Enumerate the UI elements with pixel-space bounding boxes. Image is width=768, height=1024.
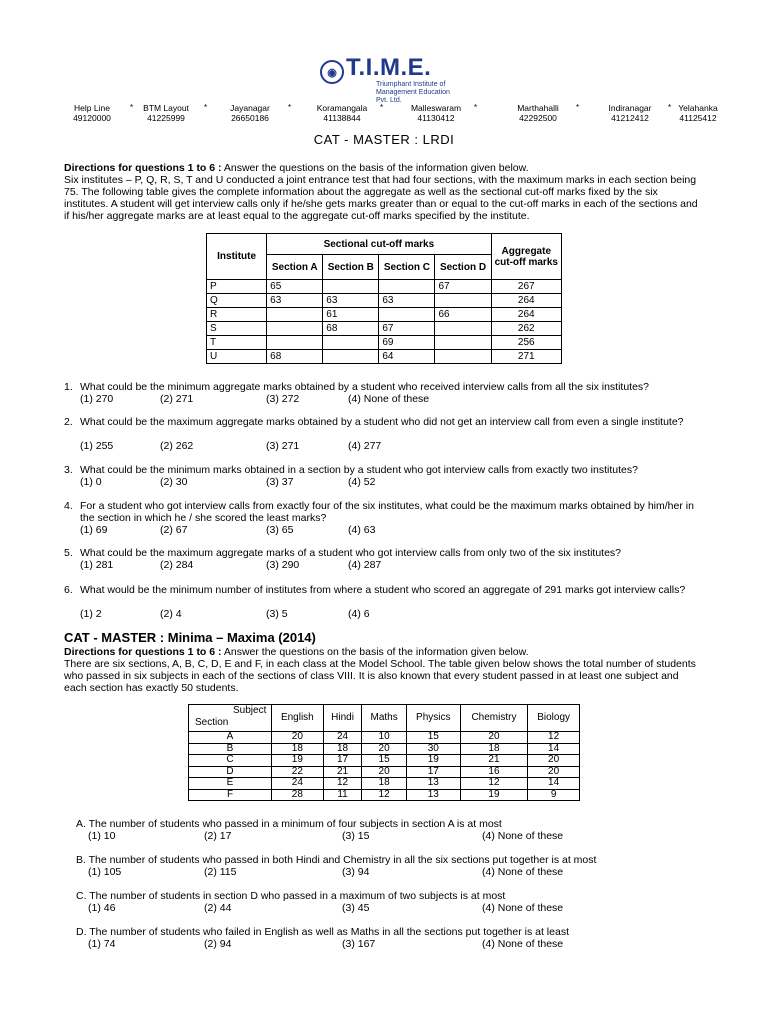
table-row [207,322,562,336]
logo-subtitle-line2: Management Education Pvt. Ltd. [376,89,450,104]
cell-c: 64 [379,350,435,364]
contact-name: Help Line [74,103,110,113]
option: (4) 6 [348,608,370,620]
cell-value: 17 [323,755,362,767]
table-row [189,789,580,801]
directions-text-2: Answer the questions on the basis of the information given below. [223,646,529,658]
header-subject: Subject [233,705,267,716]
cell-c: 67 [379,322,435,336]
question-text: What could be the minimum marks obtained in a section by a student who got interview calls from exactly two institutes? [80,464,638,476]
cutoff-table [206,233,562,364]
cell-b: 61 [323,308,379,322]
logo-subtitle-line1: Triumphant Institute of [376,81,446,88]
contact-number: 42292500 [519,113,557,123]
section2-title: CAT - MASTER : Minima – Maxima (2014) [64,630,316,645]
cell-value: 18 [460,743,528,755]
cell-agg: 256 [491,336,561,350]
directions-text: Answer the questions on the basis of the information given below. [223,162,529,174]
cell-value: 16 [460,766,528,778]
cell-b [323,350,379,364]
option: (3) 65 [266,524,294,536]
header-physics: Physics [406,705,460,732]
option: (4) None of these [482,830,564,842]
option: (2) 17 [204,830,232,842]
logo-text: T.I.M.E. [346,54,432,81]
cell-value: 17 [406,766,460,778]
header-chemistry: Chemistry [460,705,528,732]
contact-name: Koramangala [316,103,368,113]
question-text: C. The number of students in section D who passed in a maximum of two subjects is at most [76,890,506,902]
header-hindi: Hindi [323,705,362,732]
separator-star: * [380,103,384,112]
option: (4) 52 [348,476,376,488]
contact-name: Malleswaram [410,103,462,113]
option: (3) 290 [266,559,300,571]
question-number: 2. [64,416,73,428]
header-section: Section [195,717,229,728]
option: (4) 63 [348,524,376,536]
section1-body: Six institutes – P, Q, R, S, T and U conducted a joint entrance test that had four sections, with the maximum marks in each section being 75. The following table gives the complete information about the aggregate as well as the sectional cut-off marks fixed by the six institutes. A student will get interview calls only if he/she gets marks greater than or equal to the cut-off marks in each of the sections and if his/her aggregate marks are at least equal to the aggregate cut-off marks specified by the institute. [64,174,698,222]
header-subject-section [189,705,272,732]
option: (1) 105 [88,866,122,878]
header-sectional: Sectional cut-off marks [267,234,491,255]
table-row [207,280,562,294]
question-text: For a student who got interview calls from exactly four of the six institutes, what could be the maximum marks obtained by him/her in the section in which he / she scored the least marks? [80,500,694,524]
contact-name: Indiranagar [608,103,652,113]
separator-star: * [474,103,478,112]
contact-number: 26650186 [231,113,269,123]
cell-value: 28 [272,789,324,801]
cell-value: 18 [362,778,406,790]
header-biology: Biology [528,705,580,732]
option: (1) 270 [80,393,114,405]
cell-d [435,336,491,350]
option: (2) 30 [160,476,188,488]
cell-d: 66 [435,308,491,322]
contact-number: 41125412 [679,113,717,123]
question-A [76,818,716,842]
cell-a [267,308,323,322]
option: (1) 281 [80,559,114,571]
question-text: B. The number of students who passed in both Hindi and Chemistry in all the six sections put together is at most [76,854,597,866]
cell-c: 63 [379,294,435,308]
cell-value: 14 [528,743,580,755]
time-logo [316,54,456,104]
header-section-a: Section A [267,255,323,280]
option: (3) 94 [342,866,370,878]
cell-value: 13 [406,789,460,801]
cell-section: F [189,789,272,801]
logo-subtitle [376,81,456,105]
table-row [207,350,562,364]
cell-value: 20 [528,755,580,767]
cell-a: 65 [267,280,323,294]
contact-number: 49120000 [73,113,111,123]
question-number: 5. [64,547,73,559]
option: (2) 44 [204,902,232,914]
option: (2) 94 [204,938,232,950]
cell-value: 21 [460,755,528,767]
question-text: A. The number of students who passed in a minimum of four subjects in section A is at most [76,818,502,830]
option: (3) 272 [266,393,300,405]
cell-c [379,280,435,294]
cell-value: 18 [272,743,324,755]
contact-entry [404,103,468,123]
cell-inst: R [207,308,267,322]
cell-value: 24 [323,732,362,744]
cell-agg: 271 [491,350,561,364]
option: (2) 262 [160,440,194,452]
cell-inst: T [207,336,267,350]
separator-star: * [288,103,292,112]
option: (1) 255 [80,440,114,452]
cell-inst: Q [207,294,267,308]
cell-agg: 264 [491,308,561,322]
cell-value: 30 [406,743,460,755]
question-text: What could be the maximum aggregate marks obtained by a student who did not get an interview call from even a single institute? [80,416,684,428]
cell-value: 20 [362,743,406,755]
contact-number: 41225999 [147,113,185,123]
contact-number: 41130412 [417,113,455,123]
cell-c [379,308,435,322]
header-institute: Institute [207,234,267,280]
cell-inst: S [207,322,267,336]
option: (3) 45 [342,902,370,914]
cell-value: 12 [362,789,406,801]
cell-agg: 267 [491,280,561,294]
option: (3) 167 [342,938,376,950]
table-row [207,294,562,308]
cell-value: 20 [528,766,580,778]
option: (4) 277 [348,440,382,452]
cell-d: 67 [435,280,491,294]
question-number: 6. [64,584,73,596]
cell-d [435,294,491,308]
contact-entry [598,103,662,123]
contact-entry [666,103,730,123]
cell-a [267,322,323,336]
question-text: What could be the maximum aggregate marks of a student who got interview calls from only two of the six institutes? [80,547,622,559]
directions-label-2: Directions for questions 1 to 6 : [64,646,222,658]
cell-value: 9 [528,789,580,801]
option: (1) 0 [80,476,102,488]
cell-agg: 262 [491,322,561,336]
contact-entry [310,103,374,123]
table-row [189,778,580,790]
cell-value: 12 [460,778,528,790]
header-section-c: Section C [379,255,435,280]
section2-body: There are six sections, A, B, C, D, E and F, in each class at the Model School. The table given below shows the total number of students who passed in six subjects in each of the sections of class VIII. It is also known that every student passed in at least one subject and each section has exactly 50 students. [64,658,696,694]
question-number: 3. [64,464,73,476]
cell-b: 63 [323,294,379,308]
contact-number: 41138844 [323,113,361,123]
option: (1) 69 [80,524,108,536]
option: (2) 115 [204,866,237,878]
section1-title: CAT - MASTER : LRDI [313,132,455,147]
cell-value: 10 [362,732,406,744]
section2-directions [64,646,704,694]
header-section-b: Section B [323,255,379,280]
question-D [76,926,716,950]
contact-entry [60,103,124,123]
question-text: What could be the minimum aggregate marks obtained by a student who received interview calls from all the six institutes? [80,381,650,393]
question-number: 1. [64,381,73,393]
cell-agg: 264 [491,294,561,308]
table-row [207,308,562,322]
option: (2) 4 [160,608,182,620]
option: (1) 46 [88,902,116,914]
option: (2) 67 [160,524,188,536]
cell-b: 68 [323,322,379,336]
option: (3) 15 [342,830,370,842]
cell-d [435,350,491,364]
table-row [189,755,580,767]
separator-star: * [576,103,580,112]
question-number: 4. [64,500,73,512]
cell-value: 19 [272,755,324,767]
cell-value: 15 [406,732,460,744]
option: (4) 287 [348,559,382,571]
option: (3) 37 [266,476,294,488]
table-row [189,732,580,744]
option: (1) 10 [88,830,116,842]
cell-value: 20 [362,766,406,778]
option: (4) None of these [482,902,564,914]
contact-name: Jayanagar [230,103,270,113]
contact-number: 41212412 [611,113,649,123]
option: (4) None of these [348,393,430,405]
option: (4) None of these [482,866,564,878]
cell-a: 63 [267,294,323,308]
separator-star: * [204,103,208,112]
cell-section: E [189,778,272,790]
option: (4) None of these [482,938,564,950]
question-B [76,854,716,878]
contact-name: BTM Layout [143,103,189,113]
cell-b [323,336,379,350]
cell-value: 20 [460,732,528,744]
cell-value: 19 [460,789,528,801]
table-row [189,766,580,778]
question-C [76,890,716,914]
table-row [189,743,580,755]
cell-value: 20 [272,732,324,744]
cell-d [435,322,491,336]
option: (3) 271 [266,440,300,452]
header-section-d: Section D [435,255,491,280]
cell-value: 12 [323,778,362,790]
option: (2) 284 [160,559,194,571]
cell-value: 19 [406,755,460,767]
cell-value: 18 [323,743,362,755]
cell-value: 15 [362,755,406,767]
option: (3) 5 [266,608,288,620]
cell-value: 14 [528,778,580,790]
header-english: English [272,705,324,732]
question-text: What would be the minimum number of institutes from where a student who scored an aggregate of 291 marks got interview calls? [80,584,686,596]
cell-inst: U [207,350,267,364]
contact-name: Yelahanka [678,103,718,113]
cell-section: D [189,766,272,778]
cell-c: 69 [379,336,435,350]
contact-entry [218,103,282,123]
logo-emblem-icon: ◉ [320,60,344,84]
cell-value: 12 [528,732,580,744]
header-aggregate: Aggregate cut-off marks [491,234,561,280]
cell-value: 24 [272,778,324,790]
cell-section: A [189,732,272,744]
separator-star: * [130,103,134,112]
cell-value: 21 [323,766,362,778]
directions-label: Directions for questions 1 to 6 : [64,162,222,174]
table-row [207,336,562,350]
header-maths: Maths [362,705,406,732]
cell-value: 11 [323,789,362,801]
subjects-table [188,704,580,801]
cell-section: B [189,743,272,755]
contact-entry [506,103,570,123]
contact-name: Marthahalli [517,103,559,113]
cell-a [267,336,323,350]
option: (1) 74 [88,938,116,950]
cell-inst: P [207,280,267,294]
cell-b [323,280,379,294]
cell-a: 68 [267,350,323,364]
separator-star: * [668,103,672,112]
option: (2) 271 [160,393,194,405]
question-text: D. The number of students who failed in English as well as Maths in all the sections put together is at least [76,926,569,938]
contact-entry [134,103,198,123]
cell-section: C [189,755,272,767]
cell-value: 13 [406,778,460,790]
cell-value: 22 [272,766,324,778]
section1-directions [64,162,704,222]
option: (1) 2 [80,608,102,620]
